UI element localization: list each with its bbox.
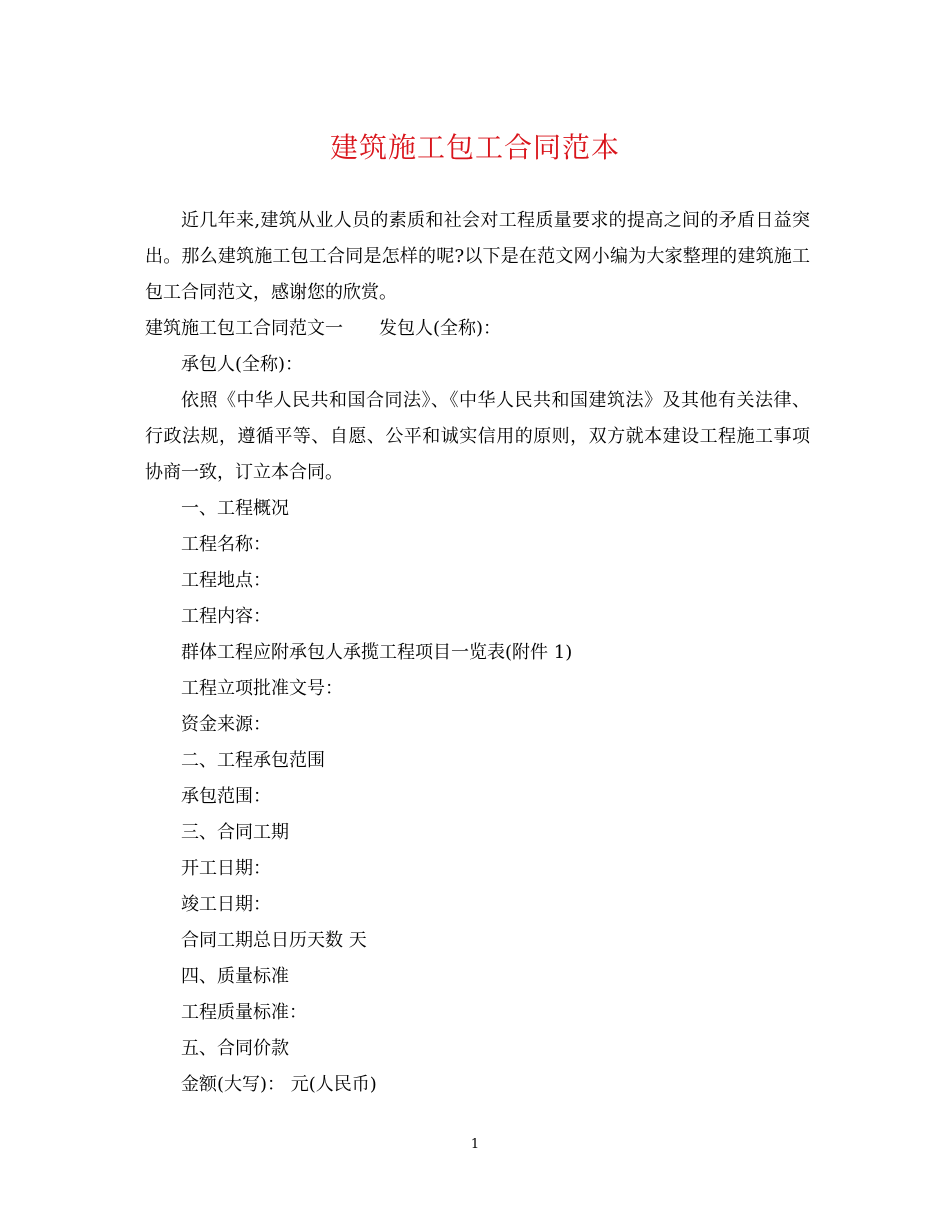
project-name-field: 工程名称： [181,534,271,555]
contractor-label: 承包人(全称)： [181,354,304,375]
section-heading-overview: 一、工程概况 [181,498,289,519]
section-heading-price: 五、合同价款 [181,1038,289,1059]
completion-date-field: 竣工日期： [181,894,271,915]
scope-field: 承包范围： [181,786,271,807]
group-project-note: 群体工程应附承包人承揽工程项目一览表(附件 1) [181,642,573,663]
approval-number-field: 工程立项批准文号： [181,678,343,699]
project-location-field: 工程地点： [181,570,271,591]
sample-heading-line [145,311,810,347]
document-body [145,203,810,1103]
quality-standard-field: 工程质量标准： [181,1002,307,1023]
employer-label: 发包人(全称)： [379,318,502,339]
sample-heading: 建筑施工包工合同范文一 [145,318,343,339]
basis-paragraph: 依照《中华人民共和国合同法》、《中华人民共和国建筑法》及其他有关法律、行政法规，遵循平等、自愿、公平和诚实信用的原则，双方就本建设工程施工事项协商一致，订立本合同。 [145,390,810,483]
section-heading-scope: 二、工程承包范围 [181,750,325,771]
total-days-field: 合同工期总日历天数 天 [181,930,367,951]
intro-paragraph: 近几年来,建筑从业人员的素质和社会对工程质量要求的提高之间的矛盾日益突出。那么建筑施工包工合同是怎样的呢?以下是在范文网小编为大家整理的建筑施工包工合同范文，感谢您的欣赏。 [145,210,810,303]
funding-source-field: 资金来源： [181,714,271,735]
project-content-field: 工程内容： [181,606,271,627]
section-heading-period: 三、合同工期 [181,822,289,843]
amount-field: 金额(大写)： 元(人民币) [181,1074,377,1095]
section-heading-quality: 四、质量标准 [181,966,289,987]
document-title: 建筑施工包工合同范本 [329,131,620,164]
start-date-field: 开工日期： [181,858,271,879]
page-number: 1 [470,1137,480,1152]
